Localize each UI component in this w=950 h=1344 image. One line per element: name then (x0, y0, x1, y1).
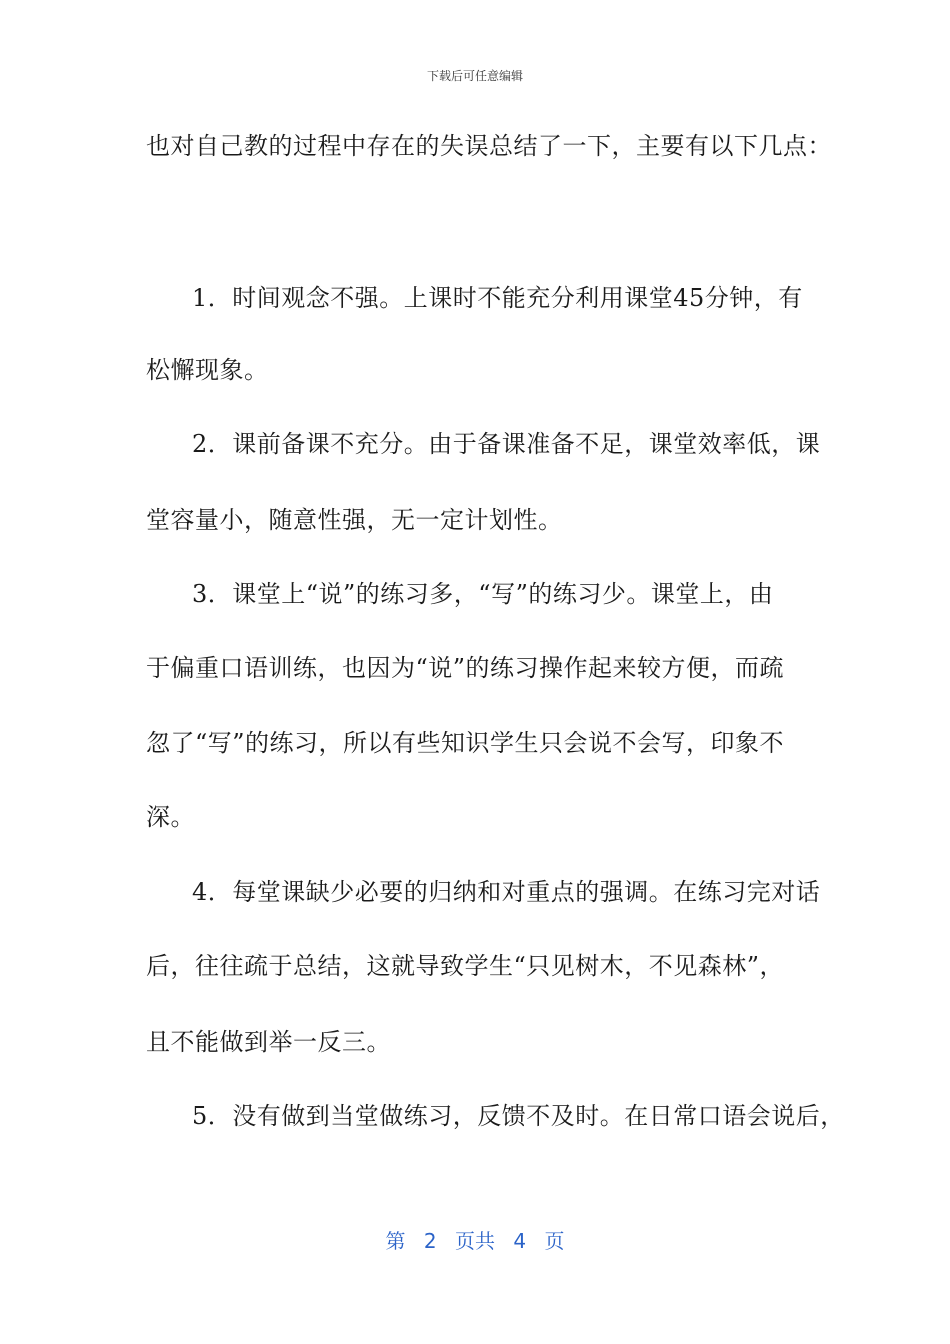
footer-middle: 页共 (455, 1229, 495, 1253)
page-footer (0, 1225, 950, 1254)
body-line-item-4-cont-2: 且不能做到举一反三。 (146, 1028, 391, 1056)
body-line-item-3: 3．课堂上“说”的练习多，“写”的练习少。课堂上，由 (192, 580, 774, 608)
body-line-item-3-cont-2: 忽了“写”的练习，所以有些知识学生只会说不会写，印象不 (146, 729, 785, 757)
body-line-item-1-cont: 松懈现象。 (146, 356, 269, 384)
body-line-item-5: 5．没有做到当堂做练习，反馈不及时。在日常口语会说后， (192, 1102, 845, 1130)
body-line-intro: 也对自己教的过程中存在的失误总结了一下，主要有以下几点： (146, 132, 832, 160)
body-line-item-3-cont-3: 深。 (146, 803, 195, 831)
footer-prefix: 第 (385, 1229, 406, 1253)
body-line-item-1: 1．时间观念不强。上课时不能充分利用课堂45分钟，有 (192, 284, 803, 312)
footer-total-pages: 4 (513, 1229, 527, 1253)
body-line-item-4: 4．每堂课缺少必要的归纳和对重点的强调。在练习完对话 (192, 878, 821, 906)
body-line-item-4-cont-1: 后，往往疏于总结，这就导致学生“只见树木，不见森林”， (146, 952, 785, 980)
body-line-item-3-cont-1: 于偏重口语训练，也因为“说”的练习操作起来较方便，而疏 (146, 654, 785, 682)
body-line-item-2-cont: 堂容量小，随意性强，无一定计划性。 (146, 506, 563, 534)
page-header-note: 下载后可任意编辑 (426, 69, 523, 83)
footer-current-page: 2 (423, 1229, 437, 1253)
body-line-item-2: 2．课前备课不充分。由于备课准备不足，课堂效率低，课 (192, 430, 821, 458)
footer-suffix: 页 (544, 1229, 565, 1253)
